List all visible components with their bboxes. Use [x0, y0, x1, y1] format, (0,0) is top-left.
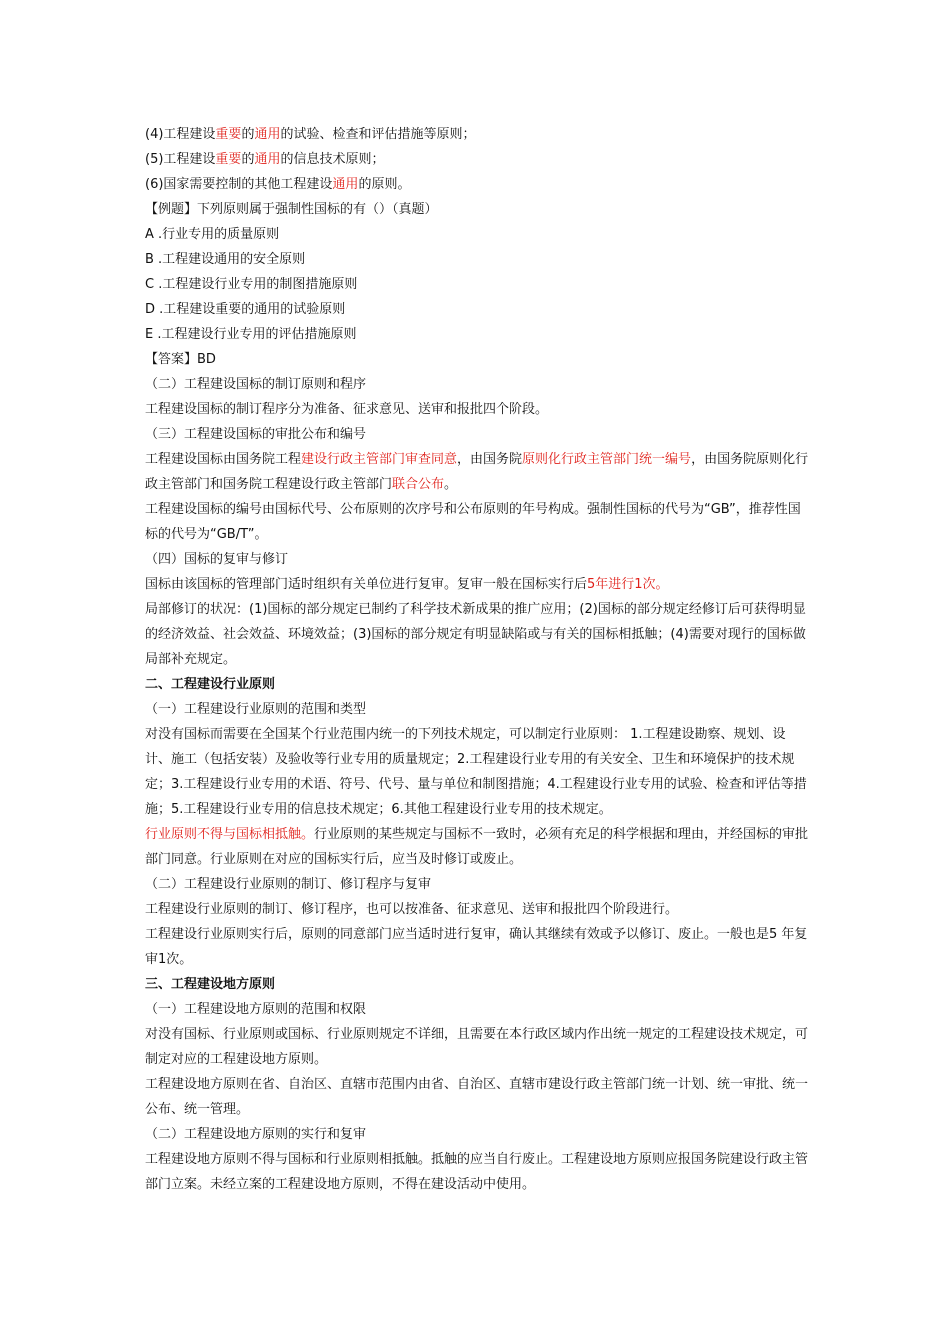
- paragraph: [145, 1147, 810, 1197]
- paragraph: [145, 147, 810, 172]
- highlighted-text: 重要: [215, 152, 242, 167]
- text-run: 工程建设行业原则的制订、修订程序，也可以按准备、征求意见、送审和报批四个阶段进行。: [145, 902, 679, 917]
- paragraph: [145, 247, 810, 272]
- paragraph: [145, 1122, 810, 1147]
- text-run: A .行业专用的质量原则: [145, 227, 280, 242]
- text-run: （一）工程建设行业原则的范围和类型: [145, 702, 367, 717]
- paragraph: [145, 447, 810, 497]
- text-run: D .工程建设重要的通用的试验原则: [145, 302, 346, 317]
- paragraph: [145, 347, 810, 372]
- text-run: 行业原则的某些规定与国标不一致时，必须有充足的科学根据和理由，并经国标的审批部门同意。行业原则在对应的国标实行后，应当及时修订或废止。: [145, 827, 809, 867]
- paragraph: [145, 822, 810, 872]
- paragraph: [145, 122, 810, 147]
- text-run: 工程建设行业原则实行后，原则的同意部门应当适时进行复审，确认其继续有效或予以修订、废止。一般也是5 年复审1次。: [145, 927, 808, 967]
- text-run: C .工程建设行业专用的制图措施原则: [145, 277, 358, 292]
- text-run: (5)工程建设: [145, 152, 216, 167]
- paragraph: [145, 172, 810, 197]
- paragraph: [145, 1072, 810, 1122]
- highlighted-text: 建设行政主管部门审查同意: [301, 452, 458, 467]
- paragraph: [145, 397, 810, 422]
- paragraph: [145, 197, 810, 222]
- text-run: 局部修订的状况：(1)国标的部分规定已制约了科学技术新成果的推广应用；(2)国标的部分规定经修订后可获得明显的经济效益、社会效益、环境效益；(3)国标的部分规定有明显缺陷或与有关的国标相抵触；(4)需要对现行的国标做局部补充规定。: [145, 602, 806, 667]
- text-run: ，由国务院: [457, 452, 523, 467]
- paragraph: [145, 1022, 810, 1072]
- document-body: [145, 122, 810, 1197]
- text-run: ，由国务院原则化行政主管部门和国务院工程建设行政主管部门: [145, 452, 809, 492]
- paragraph: [145, 697, 810, 722]
- text-run: 工程建设国标的制订程序分为准备、征求意见、送审和报批四个阶段。: [145, 402, 549, 417]
- paragraph: [145, 547, 810, 572]
- text-run: 。: [444, 477, 458, 492]
- paragraph: [145, 597, 810, 672]
- text-run: 对没有国标、行业原则或国标、行业原则规定不详细，且需要在本行政区域内作出统一规定的工程建设技术规定，可制定对应的工程建设地方原则。: [145, 1027, 809, 1067]
- highlighted-text: 原则化行政主管部门统一编号: [522, 452, 692, 467]
- text-run: 的: [241, 127, 255, 142]
- text-run: (4)工程建设: [145, 127, 216, 142]
- paragraph: [145, 372, 810, 397]
- text-run: （二）工程建设地方原则的实行和复审: [145, 1127, 367, 1142]
- highlighted-text: 通用: [254, 152, 281, 167]
- text-run: （三）工程建设国标的审批公布和编号: [145, 427, 367, 442]
- text-run: 的信息技术原则；: [280, 152, 385, 167]
- highlighted-text: 5年进行1次。: [587, 577, 669, 592]
- paragraph: [145, 922, 810, 972]
- text-run: （四）国标的复审与修订: [145, 552, 289, 567]
- text-run: 工程建设国标由国务院工程: [145, 452, 302, 467]
- paragraph: [145, 872, 810, 897]
- highlighted-text: 联合公布: [392, 477, 445, 492]
- section-heading: [145, 972, 810, 997]
- text-run: 的原则。: [358, 177, 411, 192]
- text-run: 【例题】下列原则属于强制性国标的有（）（真题）: [145, 202, 438, 217]
- paragraph: [145, 222, 810, 247]
- text-run: B .工程建设通用的安全原则: [145, 252, 306, 267]
- section-heading: [145, 672, 810, 697]
- paragraph: [145, 422, 810, 447]
- paragraph: [145, 497, 810, 547]
- paragraph: [145, 722, 810, 822]
- paragraph: [145, 272, 810, 297]
- text-run: 国标由该国标的管理部门适时组织有关单位进行复审。复审一般在国标实行后: [145, 577, 588, 592]
- text-run: (6)国家需要控制的其他工程建设: [145, 177, 333, 192]
- highlighted-text: 通用: [254, 127, 281, 142]
- text-run: 的试验、检查和评估措施等原则；: [280, 127, 476, 142]
- text-run: 工程建设地方原则在省、自治区、直辖市范围内由省、自治区、直辖市建设行政主管部门统一计划、统一审批、统一公布、统一管理。: [145, 1077, 809, 1117]
- text-run: 工程建设国标的编号由国标代号、公布原则的次序号和公布原则的年号构成。强制性国标的代号为“GB”，推荐性国标的代号为“GB/T”。: [145, 502, 801, 542]
- highlighted-text: 重要: [215, 127, 242, 142]
- text-run: （二）工程建设国标的制订原则和程序: [145, 377, 367, 392]
- text-run: 对没有国标而需要在全国某个行业范围内统一的下列技术规定，可以制定行业原则： 1.工程建设勘察、规划、设计、施工（包括安装）及验收等行业专用的质量规定；2.工程建设行业专用的有关安全、卫生和环境保护的技术规定；3.工程建设行业专用的术语、符号、代号、量与单位和制图措施；4.工程建设行业专用的试验、检查和评估等措施；5.工程建设行业专用的信息技术规定；6.其他工程建设行业专用的技术规定。: [145, 727, 807, 817]
- paragraph: [145, 997, 810, 1022]
- text-run: 三、工程建设地方原则: [145, 977, 276, 992]
- highlighted-text: 行业原则不得与国标相抵触。: [145, 827, 315, 842]
- paragraph: [145, 572, 810, 597]
- paragraph: [145, 322, 810, 347]
- text-run: （二）工程建设行业原则的制订、修订程序与复审: [145, 877, 432, 892]
- text-run: E .工程建设行业专用的评估措施原则: [145, 327, 357, 342]
- highlighted-text: 通用: [332, 177, 359, 192]
- text-run: 二、工程建设行业原则: [145, 677, 276, 692]
- text-run: 工程建设地方原则不得与国标和行业原则相抵触。抵触的应当自行废止。工程建设地方原则应报国务院建设行政主管部门立案。未经立案的工程建设地方原则，不得在建设活动中使用。: [145, 1152, 809, 1192]
- text-run: 的: [241, 152, 255, 167]
- paragraph: [145, 897, 810, 922]
- text-run: （一）工程建设地方原则的范围和权限: [145, 1002, 367, 1017]
- text-run: 【答案】BD: [145, 352, 216, 367]
- paragraph: [145, 297, 810, 322]
